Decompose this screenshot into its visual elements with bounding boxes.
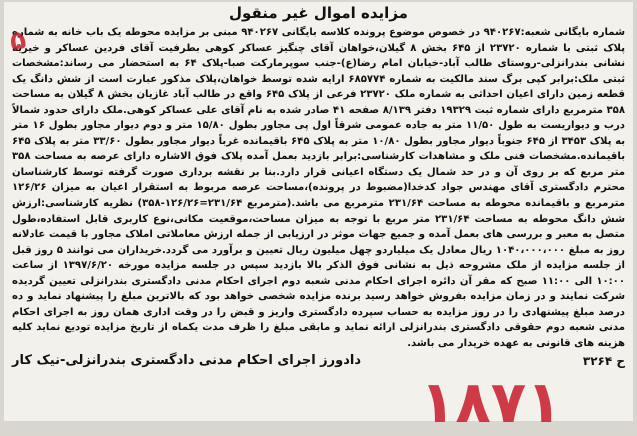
notice-title: مزایده اموال غیر منقول	[229, 4, 408, 22]
footer-org: دادورز اجرای احکام مدنی دادگستری بندرانزلی-نیک کار	[12, 353, 362, 369]
handwritten-mark-bottom: ۱۸۷۱	[420, 368, 562, 436]
footer-code: ح ۳۲۶۴	[582, 354, 625, 369]
auction-notice	[4, 2, 633, 421]
handwritten-mark-top: ۵	[7, 24, 29, 58]
notice-body: شماره بایگانی شعبه:۹۴۰۲۶۷ در خصوص موضوع پرونده کلاسه بایگانی ۹۴۰۲۶۷ مبنی بر مزایده محوطه یک باب خانه به شماره پلاک ثبتی با شماره ۲۳۷۲۰ از ۶۴۵ بخش ۸ گیلان،خواهان آقای چنگیز عساکر کوهی بطرفیت آقای فردین عساکر و خیریه نشانی بندرانزلی-روستای طالب آباد-خیابان امام رضا(ع)-جنب سوپرمارکت صبا-پلاک ۶۴ به استحضار می رساند:مشخصات ثبتی ملک:برابر کپی برگ سند مالکیت به شماره ۶۸۵۷۷۴ ارایه شده توسط خواهان،پلاک مذکور عبارت است از شش دانگ یک قطعه زمین دارای اعیان احداثی به شماره ملک ۲۳۷۲۰ فرعی از پلاک ۶۴۵ واقع در طالب آباد غازیان بخش ۸ گیلان به مساحت ۳۵۸ مترمربع دارای شماره ثبت ۱۹۳۲۹ دفتر ۸/۱۳۹ صفحه ۴۱ صادر شده به نام آقای علی عساکر کوهی.ملک دارای حدود شمالاً درب و دیواریست به طول ۱۱/۵۰ متر به جاده عمومی شرقاً اول پی مجاور بطول ۱۵/۸۰ متر و دوم دیوار مجاور بطول ۱۶ متر به پلاک ۳۴۵۳ از ۶۴۵ جنوباً دیوار مجاور بطول ۱۰/۸۰ متر به پلاک ۶۴۵ باقیمانده غرباً دیوار مجاور بطول ۳۳/۶۰ متر به پلاک ۶۴۵ باقیمانده.مشخصات فنی ملک و مشاهدات کارشناسی:برابر بازدید بعمل آمده پلاک فوق الاشاره دارای عرصه به مساحت ۳۵۸ متر مربع که بر روی آن و در حد شمال یک دستگاه اعیانی قرار دارد.بنا بر نقشه برداری صورت گرفته توسط کارشناسان محترم دادگستری آقای مهندس جواد کدخدا(مضبوط در پرونده)،مساحت عرصه مربوط به استقرار اعیان به میزان ۱۲۶/۲۶ مترمربع و باقیمانده محوطه به مساحت ۲۳۱/۶۴ مترمربع می باشد.(مترمربع ۲۳۱/۶۴=۱۲۶/۲۶-۳۵۸) نظریه کارشناسی:ارزش شش دانگ محوطه به مساحت ۲۳۱/۶۴ متر مربع با توجه به میزان مساحت،موقعیت مکانی،نوع کاربری قابل استفاده،طول متصل به معبر و بررسی های بعمل آمده و جمیع جهات موثر در ارزیابی از جمله ارزش معاملاتی املاک مجاور با قیمت عادلانه روز به مبلغ ۱۰۴۰،۰۰۰،۰۰۰ ریال معادل یک میلیاردو چهل میلیون ریال تعیین و برآورد می گردد.خریداران می توانند ۵ روز قبل از جلسه مزایده از ملک مشروحه ذیل به نشانی فوق الذکر بالا بازدید سپس در جلسه مزایده مورخه ۱۳۹۷/۶/۲۰ از ساعت ۱۰:۰۰ الی ۱۱:۰۰ صبح که مقر آن دائره اجرای احکام مدنی شعبه دوم اجرای احکام مدنی دادگستری بندرانزلی تعیین گردیده شرکت نمایند و در زمان مزایده بفروش خواهد رسید برنده مزایده شخصی خواهد بود که بالاترین مبلغ را پیشنهاد نماید و ده درصد مبلغ پیشنهادی را در روز مزایده به حساب سپرده دادگستری واریز و قبض را در وقت اداری همان روز به اجرای احکام مدنی شعبه دوم حقوقی دادگستری بندرانزلی ارائه نماید و مابقی مبلغ را ظرف مدت یکماه از تاریخ مزایده تودیع نماید کلیه هزینه های قانونی به عهده خریدار می باشد.	[12, 27, 626, 349]
